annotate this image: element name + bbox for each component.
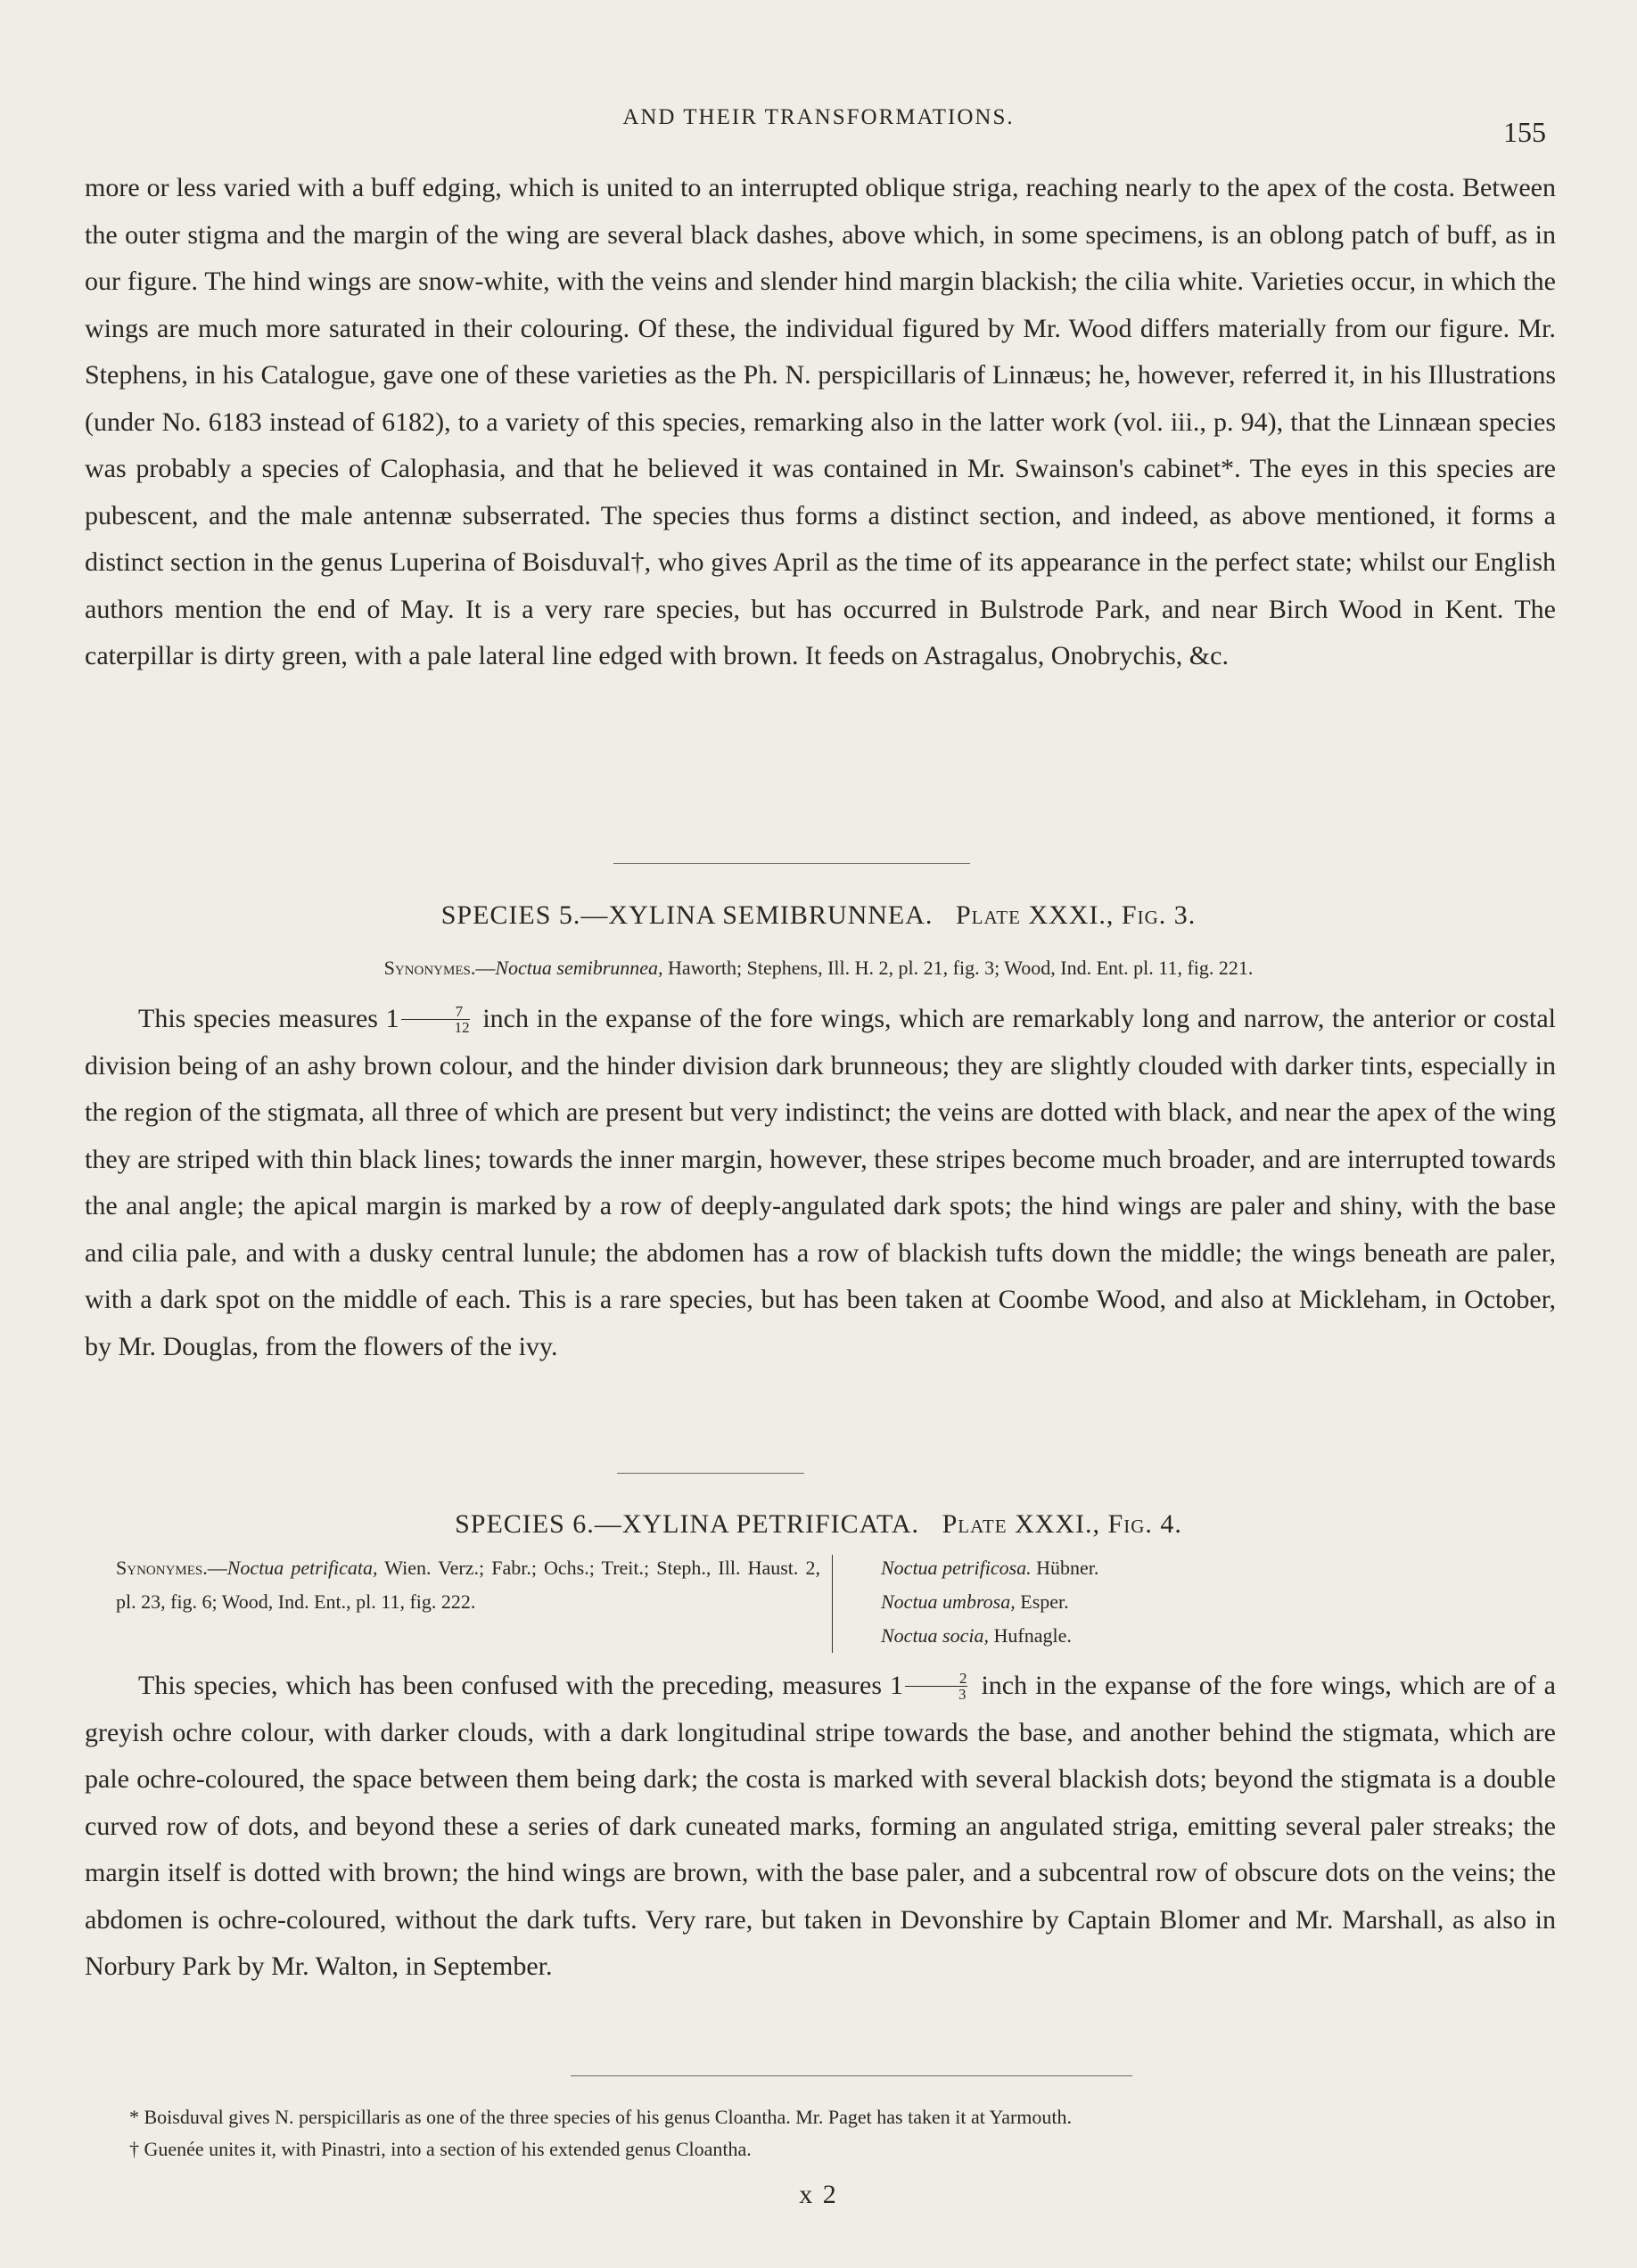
measurement-fraction: $\frac{7}{12}$ bbox=[401, 1004, 470, 1035]
description-start: This species, which has been confused with the preceding, measures 1 bbox=[138, 1671, 903, 1700]
species-6-title: SPECIES 6.—XYLINA PETRIFICATA. bbox=[455, 1509, 920, 1539]
species-6-heading bbox=[0, 1509, 1637, 1540]
synonymes-label: Synonymes.— bbox=[116, 1557, 227, 1579]
species-6-description bbox=[85, 1663, 1556, 1991]
synonym-entry: Noctua umbrosa, Esper. bbox=[881, 1590, 1069, 1613]
species-5-heading bbox=[0, 900, 1637, 931]
synonym-entry: Noctua socia, Hufnagle. bbox=[881, 1624, 1072, 1647]
description-rest: inch in the expanse of the fore wings, which are of a greyish ochre colour, with darker clouds, with a dark longitudinal stripe towards the base, and another behind the stigmata, which are pale ochre-coloured, the space between them being dark; the costa is marked with several blackish dots; beyond the stigmata is a double curved row of dots, and beyond these a series of dark cuneated marks, forming an angulated striga, emitting several paler streaks; the margin itself is dotted with brown; the hind wings are brown, with the base paler, and a subcentral row of obscure dots on the veins; the abdomen is ochre-coloured, without the dark tufts. Very rare, but taken in Devonshire by Captain Blomer and Mr. Marshall, as also in Norbury Park by Mr. Walton, in September. bbox=[85, 1671, 1556, 1981]
synonym-references: Wien. Verz.; Fabr.; Ochs.; Treit.; Steph., Ill. Haust. 2, pl. 23, fig. 6; Wood, Ind. Ent., pl. 11, fig. 222. bbox=[116, 1557, 820, 1613]
synonym-column-divider bbox=[832, 1555, 833, 1653]
section-divider bbox=[613, 863, 970, 864]
species-5-synonymes bbox=[0, 957, 1637, 980]
footnote-asterisk: * Boisduval gives N. perspicillaris as one of the three species of his genus Cloantha. Mr. Paget has taken it at Yarmouth. bbox=[129, 2106, 1073, 2128]
species-5-description bbox=[85, 996, 1556, 1370]
description-rest: inch in the expanse of the fore wings, which are remarkably long and narrow, the anterior or costal division being of an ashy brown colour, and the hinder division dark brunneous; they are slightly clouded with darker tints, especially in the region of the stigmata, all three of which are present but very indistinct; the veins are dotted with black, and near the apex of the wing they are striped with thin black lines; towards the inner margin, however, these stripes become much broader, and are interrupted towards the anal angle; the apical margin is marked by a row of deeply-angulated dark spots; the hind wings are paler and shiny, with the base and cilia pale, and with a dusky central lunule; the abdomen has a row of blackish tufts down the middle; the wings beneath are paler, with a dark spot on the middle of each. This is a rare species, but has been taken at Coombe Wood, and also at Mickleham, in October, by Mr. Douglas, from the flowers of the ivy. bbox=[85, 1004, 1556, 1361]
footnote-dagger: † Guenée unites it, with Pinastri, into a section of his extended genus Cloantha. bbox=[129, 2138, 752, 2160]
species-6-plate: Plate XXXI., Fig. 4. bbox=[942, 1509, 1182, 1539]
species-5-title: SPECIES 5.—XYLINA SEMIBRUNNEA. bbox=[440, 900, 934, 930]
running-title: AND THEIR TRANSFORMATIONS. bbox=[622, 105, 1015, 129]
synonym-name: Noctua semibrunnea, bbox=[495, 957, 663, 979]
section-divider bbox=[617, 1473, 804, 1474]
page-number: 155 bbox=[1503, 116, 1546, 148]
species-6-synonymes bbox=[116, 1551, 820, 1619]
signature-mark: x 2 bbox=[799, 2180, 838, 2209]
paragraph-continued bbox=[85, 165, 1556, 680]
synonymes-label: Synonymes.— bbox=[383, 957, 496, 979]
footnote-divider bbox=[571, 2075, 1132, 2076]
paragraph-text: more or less varied with a buff edging, which is united to an interrupted oblique striga, reaching nearly to the apex of the costa. Between the outer stigma and the margin of the wing are several black dashes, above which, in some specimens, is an oblong patch of buff, as in our figure. The hind wings are snow-white, with the veins and slender hind margin blackish; the cilia white. Varieties occur, in which the wings are much more saturated in their colouring. Of these, the individual figured by Mr. Wood differs materially from our figure. Mr. Stephens, in his Catalogue, gave one of these varieties as the Ph. N. perspicillaris of Linnæus; he, however, referred it, in his Illustrations (under No. 6183 instead of 6182), to a variety of this species, remarking also in the latter work (vol. iii., p. 94), that the Linnæan species was probably a species of Calophasia, and that he believed it was contained in Mr. Swainson's cabinet*. The eyes in this species are pubescent, and the male antennæ subserrated. The species thus forms a distinct section, and indeed, as above mentioned, it forms a distinct section in the genus Luperina of Boisduval†, who gives April as the time of its appearance in the perfect state; whilst our English authors mention the end of May. It is a very rare species, but has occurred in Bulstrode Park, and near Birch Wood in Kent. The caterpillar is dirty green, with a pale lateral line edged with brown. It feeds on Astragalus, Onobrychis, &c. bbox=[85, 173, 1556, 670]
measurement-fraction: $\frac{2}{3}$ bbox=[905, 1671, 968, 1702]
species-6-synonym-list bbox=[881, 1551, 1327, 1653]
species-5-plate: Plate XXXI., Fig. 3. bbox=[955, 900, 1197, 930]
synonym-entry: Noctua petrificosa. Hübner. bbox=[881, 1557, 1099, 1579]
description-start: This species measures 1 bbox=[138, 1004, 399, 1033]
synonym-name: Noctua petrificata, bbox=[226, 1557, 378, 1579]
synonym-references: Haworth; Stephens, Ill. H. 2, pl. 21, fig. 3; Wood, Ind. Ent. pl. 11, fig. 221. bbox=[662, 957, 1254, 979]
